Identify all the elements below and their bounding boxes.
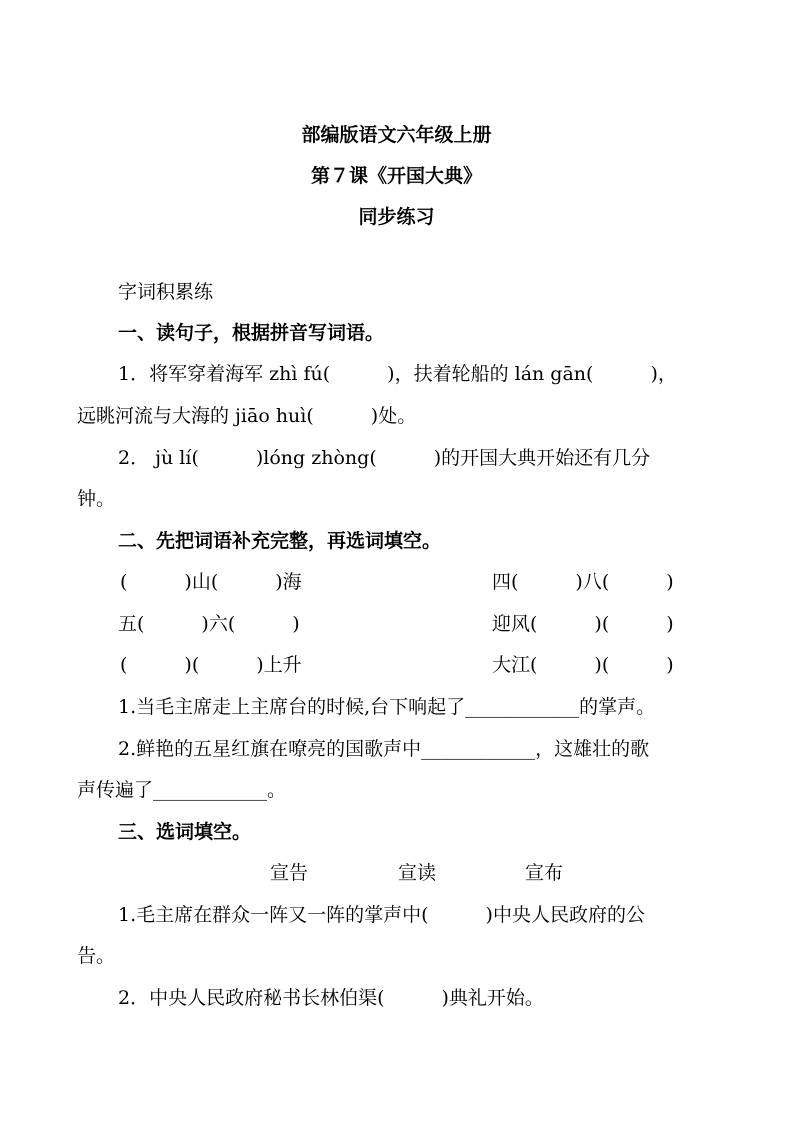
choice-q2: 2．中央人民政府秘书长林伯渠( )典礼开始。	[118, 987, 544, 1009]
section2-title: 二、先把词语补充完整，再选词填空。	[118, 530, 442, 552]
q2-line2: 钟。	[77, 488, 116, 510]
section3-title: 三、选词填空。	[118, 821, 252, 843]
q2-line1: 2． jù lí( )lóng zhòng( )的开国大典开始还有几分	[118, 447, 651, 469]
fill-q1: 1.当毛主席走上主席台的时候,台下响起了____________的掌声。	[118, 696, 656, 718]
word-item: 大江( )( )	[492, 654, 674, 676]
choice-q1-line1: 1.毛主席在群众一阵又一阵的掌声中( )中央人民政府的公	[118, 904, 645, 926]
choice-q1-line2: 告。	[77, 945, 116, 967]
word-item: 五( )六( )	[118, 613, 300, 635]
option-word: 宣告	[270, 862, 309, 884]
word-item: 迎风( )( )	[492, 613, 674, 635]
word-item: ( )山( )海	[120, 571, 302, 593]
word-item: ( )( )上升	[120, 654, 302, 676]
fill-q2-line2: 声传遍了____________。	[77, 779, 287, 801]
option-word: 宣读	[398, 862, 437, 884]
doc-title: 部编版语文六年级上册	[301, 124, 492, 146]
practice-title: 同步练习	[358, 206, 435, 228]
section1-title: 一、读句子，根据拼音写词语。	[118, 322, 385, 344]
option-word: 宣布	[525, 862, 564, 884]
fill-q2-line1: 2.鲜艳的五星红旗在嘹亮的国歌声中____________，这雄壮的歌	[118, 738, 650, 760]
q1-line2: 远眺河流与大海的 jiāo huì( )处。	[77, 405, 417, 427]
word-item: 四( )八( )	[492, 571, 674, 593]
q1-line1: 1．将军穿着海军 zhì fú( )，扶着轮船的 lán gān( )，	[118, 363, 677, 385]
lesson-title: 第７课《开国大典》	[310, 165, 482, 187]
section-heading-vocab: 字词积累练	[118, 281, 214, 303]
